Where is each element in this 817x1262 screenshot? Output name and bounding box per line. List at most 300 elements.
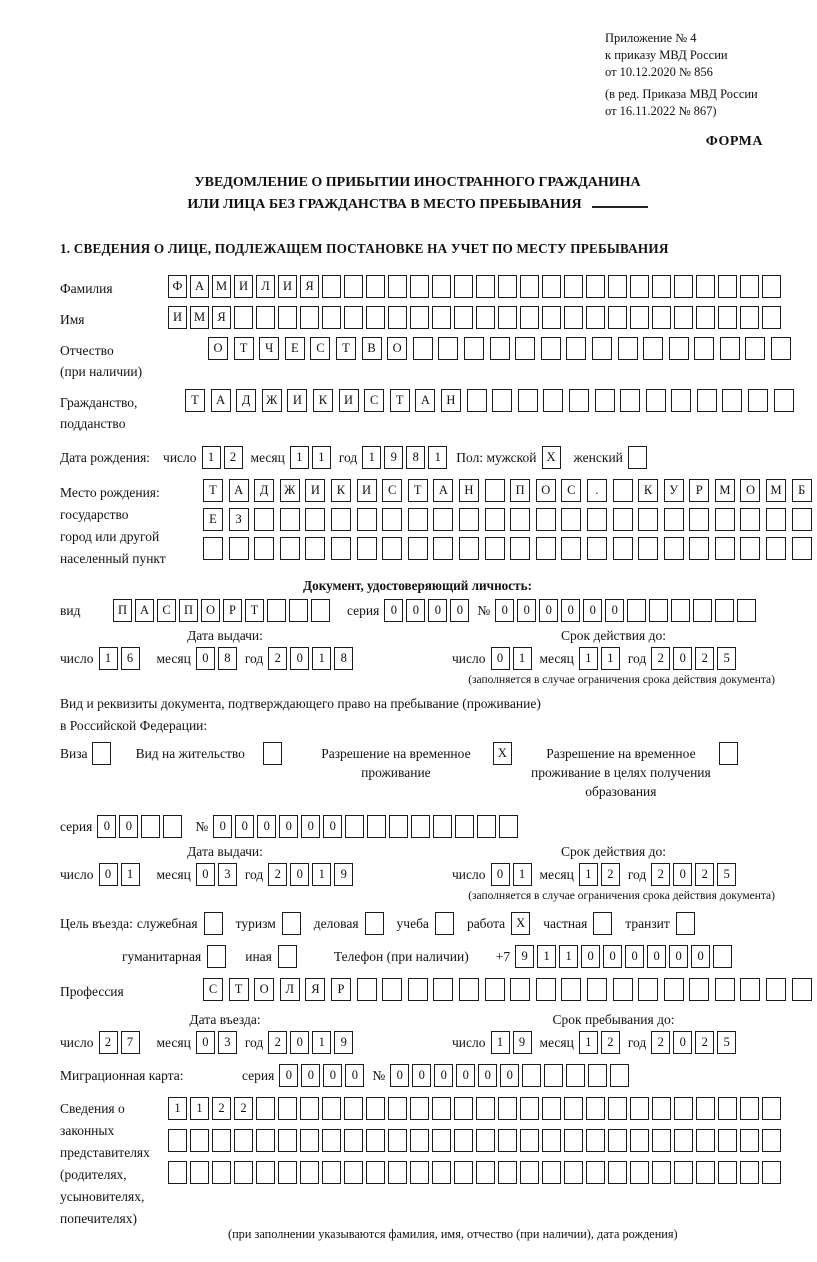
citizenship-cells	[185, 389, 799, 412]
form-cell: 0	[491, 863, 510, 886]
form-cell	[586, 1161, 605, 1184]
form-cell	[792, 978, 812, 1001]
form-cell	[542, 1129, 561, 1152]
form-cell: А	[190, 275, 209, 298]
form-cell	[674, 275, 693, 298]
birthplace-label: Место рождения:	[60, 485, 160, 500]
valid-date-heading: Срок действия до:	[561, 844, 666, 859]
purpose-transit	[625, 912, 698, 935]
form-cell	[630, 1161, 649, 1184]
form-cell	[485, 537, 505, 560]
citizenship-label-line2: подданство	[60, 416, 126, 431]
form-cell	[433, 815, 452, 838]
form-cell	[674, 1129, 693, 1152]
issue-year-cells	[268, 647, 356, 670]
valid-date-heading: Срок действия до:	[561, 628, 666, 643]
form-cell: О	[387, 337, 407, 360]
form-cell	[510, 508, 530, 531]
purpose-business	[137, 912, 226, 935]
form-cell	[520, 1161, 539, 1184]
form-cell: 1	[190, 1097, 209, 1120]
visit-purpose-row2	[60, 945, 775, 968]
form-cell	[564, 1161, 583, 1184]
month-label: месяц	[539, 867, 574, 882]
form-cell: 2	[234, 1097, 253, 1120]
form-cell: 9	[334, 863, 353, 886]
form-cell	[322, 1161, 341, 1184]
form-cell: 1	[312, 446, 331, 469]
form-cell	[652, 306, 671, 329]
form-cell: 0	[428, 599, 447, 622]
representatives-label-block	[60, 1095, 168, 1230]
form-cell: Ф	[168, 275, 187, 298]
form-cell: Я	[305, 978, 325, 1001]
form-cell	[476, 1129, 495, 1152]
appendix-line: Приложение № 4	[605, 31, 697, 45]
form-cell	[432, 1161, 451, 1184]
citizenship-row	[60, 389, 775, 434]
purpose-humanitarian-label: гуманитарная	[122, 949, 202, 964]
birthplace-label-block	[60, 479, 203, 570]
purpose-private-checkbox	[593, 912, 615, 935]
form-cell: И	[234, 275, 253, 298]
form-cell	[212, 1129, 231, 1152]
form-cell	[718, 306, 737, 329]
form-cell: 0	[647, 945, 666, 968]
form-cell	[322, 275, 341, 298]
issue-day-cells	[99, 647, 143, 670]
purpose-transit-checkbox	[676, 912, 698, 935]
form-cell: П	[113, 599, 132, 622]
purpose-tourism-checkbox	[282, 912, 304, 935]
form-cell	[345, 815, 364, 838]
form-cell	[696, 275, 715, 298]
form-cell	[234, 306, 253, 329]
form-cell: Р	[331, 978, 351, 1001]
form-cell: 1	[513, 863, 532, 886]
form-cell: Т	[203, 479, 223, 502]
form-cell: 0	[517, 599, 536, 622]
form-cell: Ж	[280, 479, 300, 502]
entry-dates	[60, 1012, 775, 1054]
form-cell: 9	[515, 945, 534, 968]
form-cell: 1	[290, 446, 309, 469]
form-cell: Д	[236, 389, 256, 412]
form-cell: Е	[285, 337, 305, 360]
form-cell	[542, 306, 561, 329]
form-cell	[432, 306, 451, 329]
series-label: серия	[60, 819, 93, 834]
form-cell: 0	[279, 1064, 298, 1087]
birthplace-cells-block	[203, 479, 817, 560]
form-cell	[586, 1097, 605, 1120]
residence-issue-date-group	[60, 844, 452, 902]
form-cell	[593, 912, 612, 935]
form-cell	[613, 978, 633, 1001]
form-cell: И	[287, 389, 307, 412]
form-cell: 0	[290, 863, 309, 886]
residence-valid-month-cells	[579, 863, 623, 886]
form-cell: М	[212, 275, 231, 298]
form-cell	[718, 275, 737, 298]
form-cell	[459, 508, 479, 531]
form-cell	[649, 599, 668, 622]
option-temp-residence-checkbox	[493, 742, 515, 765]
form-cell	[278, 306, 297, 329]
identity-doc-dates	[60, 628, 775, 686]
form-cell: И	[357, 479, 377, 502]
form-cell	[564, 1097, 583, 1120]
form-cell	[652, 1161, 671, 1184]
purpose-commercial-label: деловая	[313, 916, 359, 931]
form-cell	[792, 537, 812, 560]
given-name-label: Имя	[60, 312, 85, 327]
form-cell	[212, 1161, 231, 1184]
form-cell: 3	[218, 1031, 237, 1054]
form-cell	[410, 1129, 429, 1152]
form-cell: Ж	[262, 389, 282, 412]
form-cell	[587, 978, 607, 1001]
form-cell: 2	[268, 647, 287, 670]
form-cell: 2	[99, 1031, 118, 1054]
representatives-caption: (при заполнении указываются фамилия, имя, отчество (при наличии), дата рождения)	[228, 1227, 678, 1241]
form-cell	[715, 599, 734, 622]
valid-date-fields	[452, 863, 775, 886]
form-cell	[613, 537, 633, 560]
form-cell	[366, 1161, 385, 1184]
form-cell	[410, 1161, 429, 1184]
form-cell	[792, 508, 812, 531]
phone-prefix: +7	[495, 949, 511, 964]
form-cell: С	[364, 389, 384, 412]
form-cell	[689, 508, 709, 531]
form-cell	[613, 479, 633, 502]
form-cell	[740, 1129, 759, 1152]
representatives-label-line: (родителях,	[60, 1167, 127, 1182]
form-cell	[586, 275, 605, 298]
residence-issue-month-cells	[196, 863, 240, 886]
form-cell	[569, 389, 589, 412]
representatives-cells-row2	[168, 1129, 784, 1152]
year-label: год	[244, 867, 264, 882]
form-cell: Т	[234, 337, 254, 360]
form-cell: 1	[579, 863, 598, 886]
issue-date-fields	[60, 863, 452, 886]
form-cell	[485, 479, 505, 502]
option-residence-permit-checkbox	[263, 742, 285, 765]
form-title-line1: УВЕДОМЛЕНИЕ О ПРИБЫТИИ ИНОСТРАННОГО ГРАЖДАНИНА	[194, 175, 641, 190]
form-cell	[168, 1161, 187, 1184]
option-residence-permit	[136, 742, 285, 765]
form-cell: .	[587, 479, 607, 502]
form-cell: 1	[537, 945, 556, 968]
form-cell	[689, 537, 709, 560]
form-cell: И	[339, 389, 359, 412]
form-cell: Б	[792, 479, 812, 502]
form-cell	[499, 815, 518, 838]
purpose-commercial	[314, 912, 387, 935]
form-cell	[322, 306, 341, 329]
valid-year-cells	[651, 647, 739, 670]
form-cell: К	[313, 389, 333, 412]
year-label: год	[338, 450, 358, 465]
form-cell: 9	[334, 1031, 353, 1054]
form-cell	[762, 306, 781, 329]
form-cell: 1	[428, 446, 447, 469]
valid-day-cells	[491, 647, 535, 670]
form-cell	[762, 1097, 781, 1120]
form-cell	[256, 1097, 275, 1120]
form-cell: 0	[673, 647, 692, 670]
form-cell	[382, 537, 402, 560]
form-cell	[608, 306, 627, 329]
purpose-tourism	[236, 912, 304, 935]
form-cell	[536, 508, 556, 531]
form-cell: П	[179, 599, 198, 622]
form-cell: 1	[513, 647, 532, 670]
stay-until-group	[452, 1012, 775, 1054]
form-cell	[263, 742, 282, 765]
form-cell	[433, 508, 453, 531]
form-cell	[492, 389, 512, 412]
form-cell	[608, 1161, 627, 1184]
purpose-business-label: служебная	[136, 916, 198, 931]
birthplace-label-state: государство	[60, 507, 129, 522]
form-cell: 0	[450, 599, 469, 622]
form-cell	[141, 815, 160, 838]
form-cell	[627, 599, 646, 622]
form-cell: 0	[673, 1031, 692, 1054]
month-label: месяц	[156, 1035, 191, 1050]
form-cell	[520, 306, 539, 329]
form-cell	[774, 389, 794, 412]
form-cell	[542, 1097, 561, 1120]
form-cell	[718, 1161, 737, 1184]
month-label: месяц	[156, 651, 191, 666]
day-label: число	[452, 651, 486, 666]
form-cell	[722, 389, 742, 412]
option-residence-permit-label: Вид на жительство	[135, 746, 245, 761]
form-cell	[715, 537, 735, 560]
form-cell: А	[415, 389, 435, 412]
form-cell	[689, 978, 709, 1001]
form-cell: Т	[229, 978, 249, 1001]
representatives-label-line: представителях	[60, 1145, 150, 1160]
citizenship-label-block	[60, 389, 185, 434]
form-cell: А	[229, 479, 249, 502]
patronymic-cells	[208, 337, 797, 360]
form-cell	[697, 389, 717, 412]
form-cell	[630, 1097, 649, 1120]
form-cell	[652, 1129, 671, 1152]
form-cell	[719, 742, 738, 765]
form-cell	[278, 1097, 297, 1120]
form-cell: 0	[213, 815, 232, 838]
form-cell: 0	[406, 599, 425, 622]
form-cell	[344, 1161, 363, 1184]
form-cell	[388, 275, 407, 298]
form-cell	[382, 978, 402, 1001]
form-cell: 2	[695, 647, 714, 670]
purpose-other-label: иная	[245, 949, 272, 964]
form-cell	[766, 508, 786, 531]
form-cell	[433, 978, 453, 1001]
form-cell	[766, 537, 786, 560]
form-cell: 2	[212, 1097, 231, 1120]
form-cell: 0	[673, 863, 692, 886]
day-label: число	[452, 867, 486, 882]
patronymic-row	[60, 337, 775, 382]
form-cell	[620, 389, 640, 412]
form-cell: 1	[168, 1097, 187, 1120]
form-cell: 0	[605, 599, 624, 622]
form-cell: 2	[651, 1031, 670, 1054]
form-cell	[737, 599, 756, 622]
form-cell	[740, 978, 760, 1001]
form-cell	[664, 508, 684, 531]
form-cell: 0	[561, 599, 580, 622]
form-cell: 0	[581, 945, 600, 968]
form-cell	[762, 1129, 781, 1152]
form-cell	[664, 537, 684, 560]
purpose-study	[397, 912, 457, 935]
form-cell	[592, 337, 612, 360]
representatives-cells-row1	[168, 1097, 784, 1120]
form-cell	[544, 1064, 563, 1087]
form-cell	[267, 599, 286, 622]
form-cell	[413, 337, 433, 360]
form-cell: 0	[119, 815, 138, 838]
option-temp-residence-education	[531, 742, 741, 801]
form-cell	[694, 337, 714, 360]
form-cell: З	[229, 508, 249, 531]
form-cell: И	[278, 275, 297, 298]
form-cell: 2	[224, 446, 243, 469]
migration-series-cells	[279, 1064, 367, 1087]
form-cell: П	[510, 479, 530, 502]
form-cell: 0	[491, 647, 510, 670]
form-title-line2	[60, 193, 775, 215]
form-cell	[674, 306, 693, 329]
form-cell	[608, 1097, 627, 1120]
form-cell	[357, 978, 377, 1001]
form-cell	[438, 337, 458, 360]
residence-doc-intro2: в Российской Федерации:	[60, 718, 208, 733]
form-cell: У	[664, 479, 684, 502]
form-cell: С	[382, 479, 402, 502]
form-cell	[564, 275, 583, 298]
doc-type-label: вид	[60, 603, 81, 618]
form-title	[60, 172, 775, 215]
section1-heading: 1. СВЕДЕНИЯ О ЛИЦЕ, ПОДЛЕЖАЩЕМ ПОСТАНОВКЕ НА УЧЕТ ПО МЕСТУ ПРЕБЫВАНИЯ	[60, 241, 669, 256]
form-cell: 1	[491, 1031, 510, 1054]
birthplace-cells-row2	[203, 508, 817, 531]
form-cell: М	[766, 479, 786, 502]
form-cell	[278, 1161, 297, 1184]
form-cell	[92, 742, 111, 765]
form-cell	[748, 389, 768, 412]
form-cell: 1	[579, 1031, 598, 1054]
form-cell: 9	[384, 446, 403, 469]
purpose-humanitarian-checkbox	[207, 945, 229, 968]
form-cell: 1	[121, 863, 140, 886]
day-label: число	[60, 1035, 94, 1050]
form-cell: 3	[218, 863, 237, 886]
form-cell	[190, 1129, 209, 1152]
form-cell	[278, 945, 297, 968]
form-cell	[410, 306, 429, 329]
form-cell: Т	[390, 389, 410, 412]
form-cell	[766, 978, 786, 1001]
form-cell: 1	[312, 647, 331, 670]
birthplace-cells-row3	[203, 537, 817, 560]
amendment-line: от 16.11.2022 № 867)	[605, 104, 717, 118]
form-cell: 2	[601, 1031, 620, 1054]
form-cell: 0	[691, 945, 710, 968]
form-cell	[300, 306, 319, 329]
form-cell: А	[433, 479, 453, 502]
form-cell	[498, 1097, 517, 1120]
option-visa-label: Виза	[60, 746, 88, 761]
day-label: число	[452, 1035, 486, 1050]
given-name-cells	[168, 306, 784, 329]
form-cell	[536, 978, 556, 1001]
form-cell: С	[561, 479, 581, 502]
citizenship-label-line1: Гражданство,	[60, 395, 138, 410]
form-cell: 0	[539, 599, 558, 622]
form-cell	[520, 275, 539, 298]
purpose-study-checkbox	[435, 912, 457, 935]
day-label: число	[60, 867, 94, 882]
birthplace-label-city: город или другой	[60, 529, 160, 544]
form-cell	[610, 1064, 629, 1087]
form-cell: 5	[717, 647, 736, 670]
form-cell	[643, 337, 663, 360]
form-cell	[588, 1064, 607, 1087]
form-cell	[454, 306, 473, 329]
entry-date-heading: Дата въезда:	[189, 1012, 261, 1027]
form-cell: 1	[601, 647, 620, 670]
form-cell: 1	[99, 647, 118, 670]
form-cell	[646, 389, 666, 412]
form-cell	[664, 978, 684, 1001]
form-cell: 0	[625, 945, 644, 968]
form-cell	[344, 275, 363, 298]
issue-date-group	[60, 628, 452, 686]
form-cell	[696, 1097, 715, 1120]
form-cell	[204, 912, 223, 935]
form-cell	[344, 306, 363, 329]
form-cell	[638, 978, 658, 1001]
representatives-cells-row3	[168, 1161, 784, 1184]
valid-date-group	[452, 628, 775, 686]
form-cell	[256, 1129, 275, 1152]
gender-male-label: Пол: мужской	[456, 450, 537, 465]
form-cell: 0	[279, 815, 298, 838]
form-cell	[671, 389, 691, 412]
form-cell	[676, 912, 695, 935]
appendix-reference	[605, 30, 765, 120]
form-cell	[388, 1097, 407, 1120]
form-cell	[280, 537, 300, 560]
form-title-line2-text: ИЛИ ЛИЦА БЕЗ ГРАЖДАНСТВА В МЕСТО ПРЕБЫВАНИЯ	[187, 197, 582, 212]
form-cell: 0	[97, 815, 116, 838]
form-cell	[520, 1097, 539, 1120]
entry-day-cells	[99, 1031, 143, 1054]
valid-month-cells	[579, 647, 623, 670]
form-cell: Т	[408, 479, 428, 502]
form-cell	[608, 275, 627, 298]
